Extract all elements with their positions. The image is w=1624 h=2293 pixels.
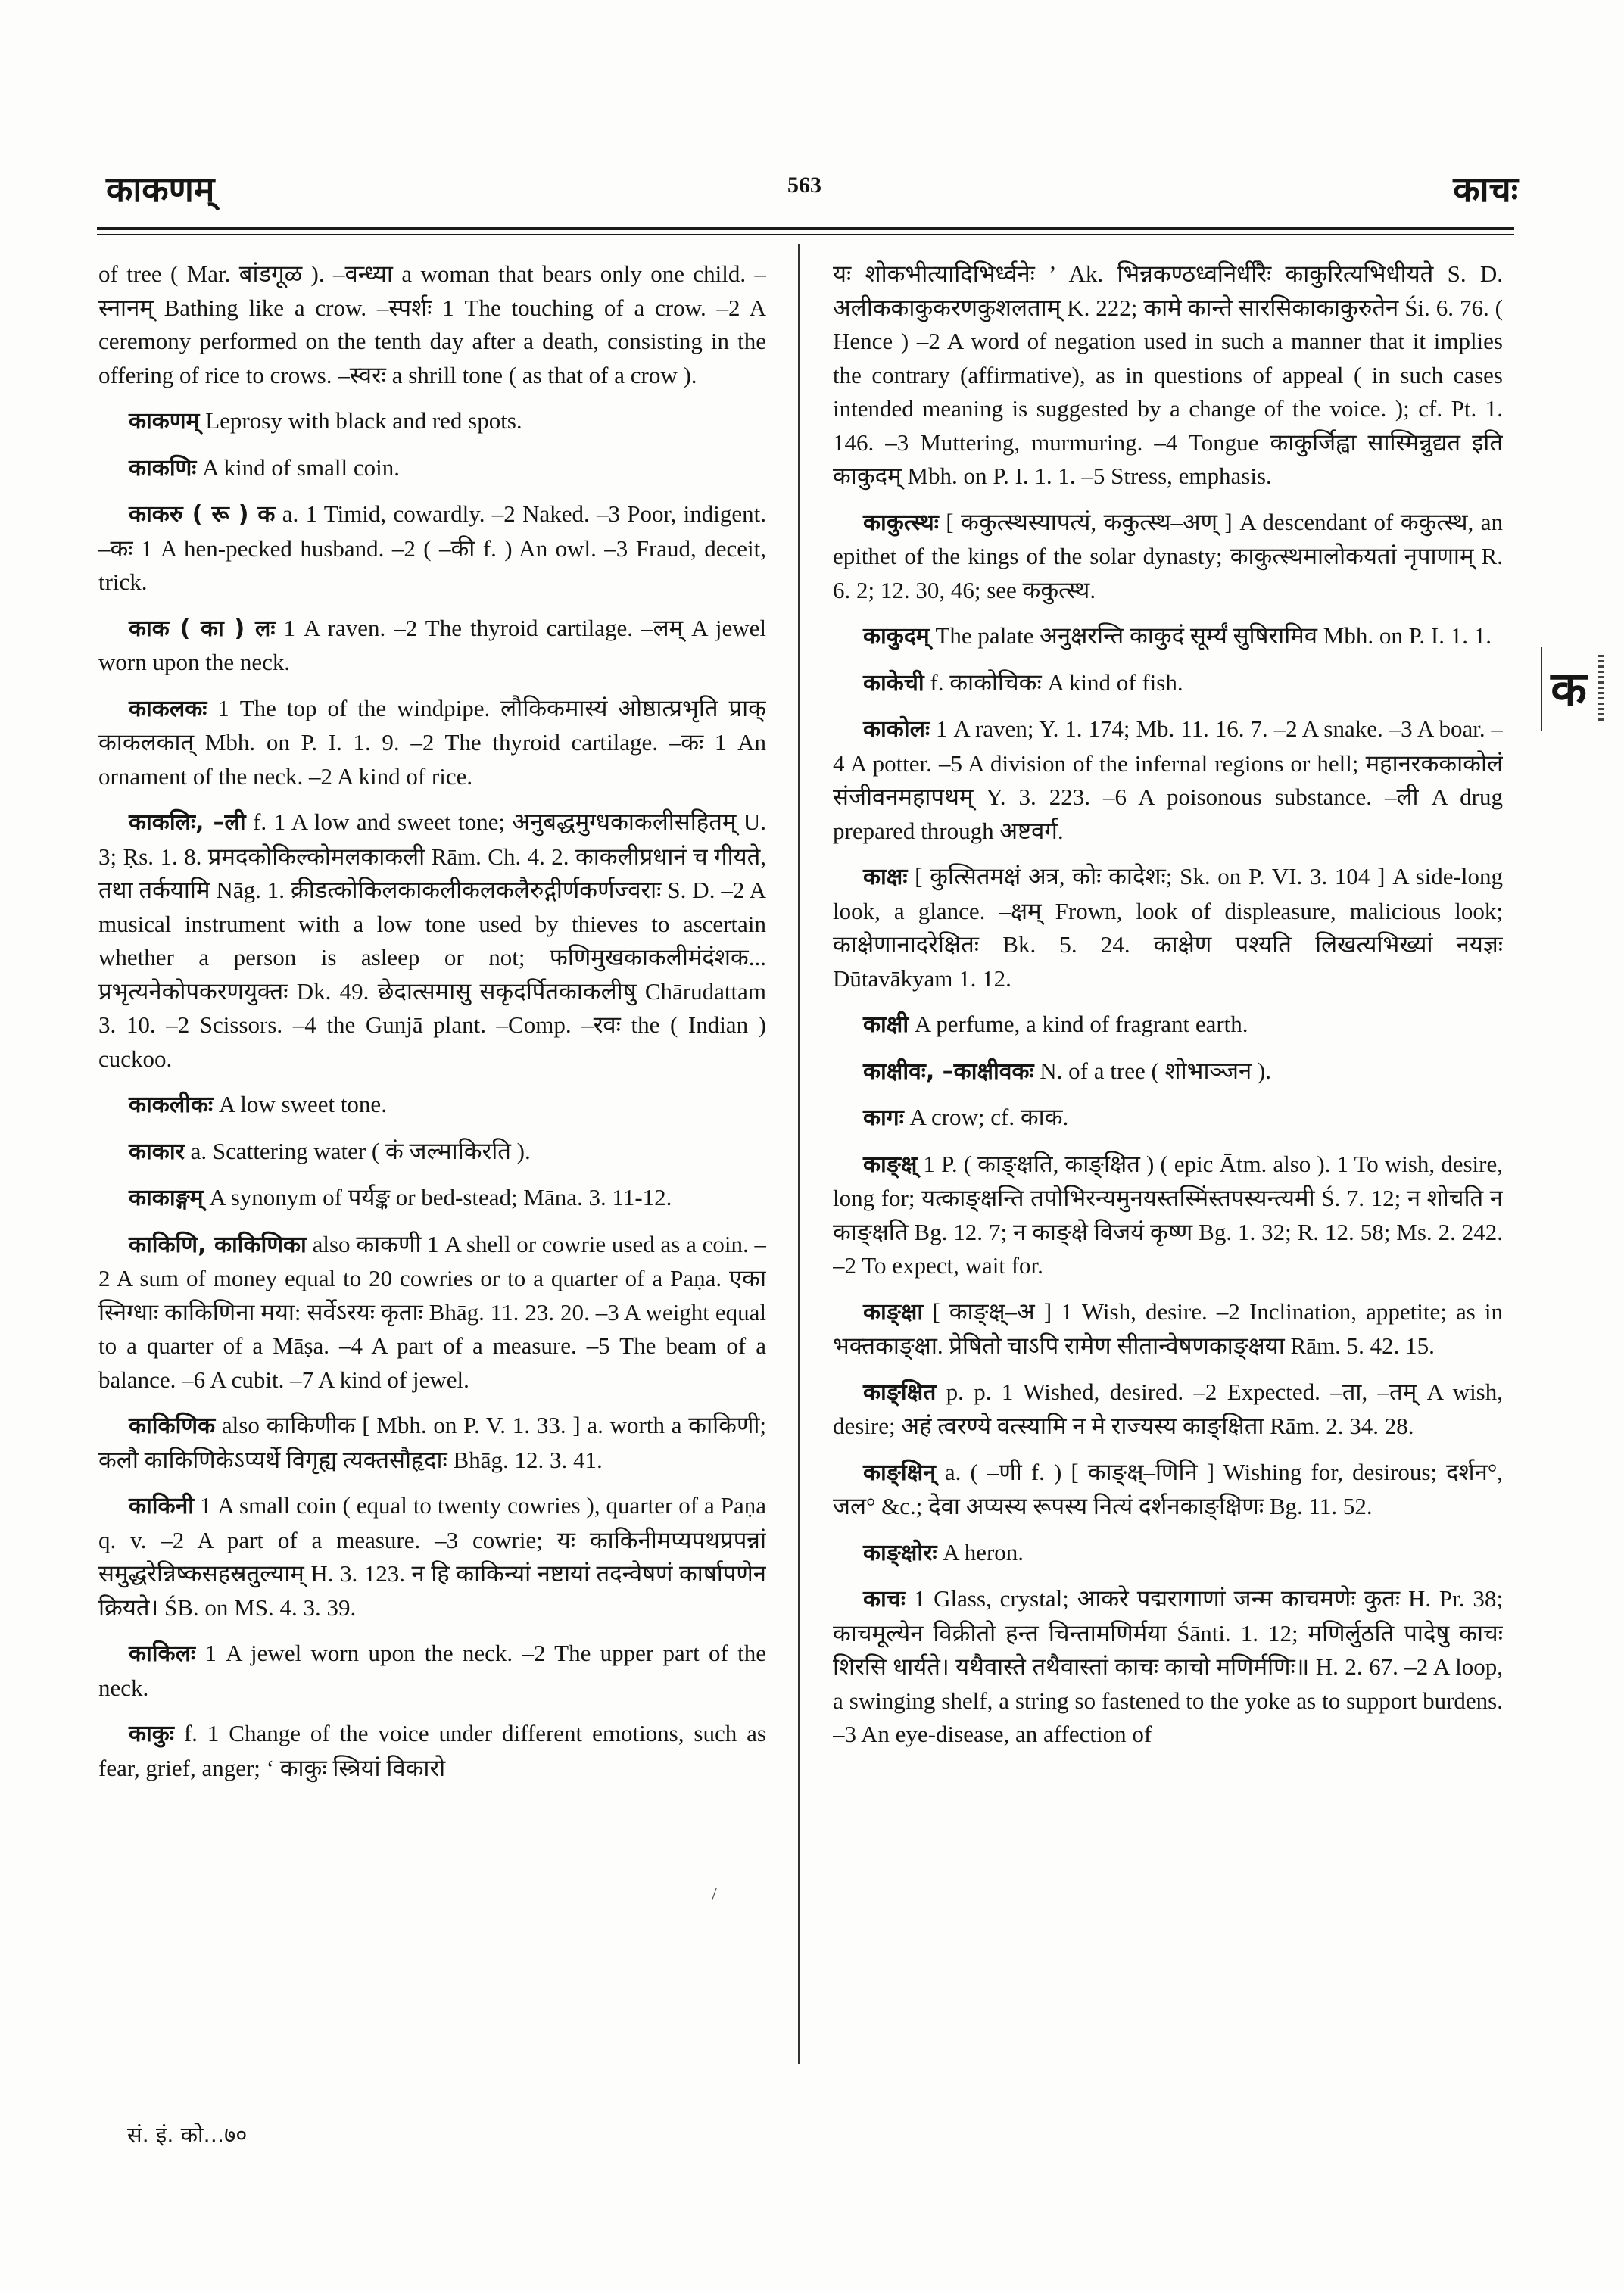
dictionary-entry (833, 712, 1503, 848)
entry-definition: यः शोकभीत्यादिभिर्ध्वनेः ’ Ak. भिन्नकण्ठध्वनिर्धीरैः काकुरित्यभिधीयते S. D. अलीककाकुकरणकुशलताम् K. 222; कामे कान्ते सारसिकाकाकुरुतेन Śi. 6. 76. ( Hence ) –2 A word of negation used in such a manner that it implies the contrary (affirmative), as in questions of appeal ( in such cases intended meaning is suggested by a change of the voice. ); cf. Pt. 1. 146. –3 Muttering, murmuring. –4 Tongue काकुर्जिह्वा सास्मिन्नुद्यत इति काकुदम् Mbh. on P. I. 1. 1. –5 Stress, emphasis. (833, 260, 1503, 489)
entry-headword: काकाङ्गम् (129, 1185, 204, 1211)
entry-definition: A kind of small coin. (196, 453, 401, 481)
entry-definition: Leprosy with black and red spots. (199, 407, 522, 434)
entry-definition: A low sweet tone. (213, 1091, 387, 1117)
header-rule-thick (97, 227, 1514, 230)
entry-definition: 1 A raven. –2 The thyroid cartilage. –लम् A jewel worn upon the neck. (98, 614, 766, 675)
entry-headword: काक ( का ) लः (129, 615, 276, 642)
dictionary-entry (833, 1582, 1503, 1752)
entry-definition: p. p. 1 Wished, desired. –2 Expected. –ता, –तम् A wish, desire; अहं त्वरण्ये वत्स्यामि न मे राज्यस्य काङ्क्षिता Rām. 2. 34. 28. (833, 1378, 1503, 1439)
dictionary-entry (833, 257, 1503, 494)
dictionary-entry (98, 451, 766, 486)
entry-headword: काकलकः (129, 695, 207, 722)
dictionary-entry (98, 1409, 766, 1477)
entry-headword: काक्षी (863, 1011, 909, 1038)
dictionary-entry (833, 506, 1503, 608)
dictionary-entry (98, 497, 766, 600)
entry-definition: A heron. (937, 1538, 1024, 1566)
dictionary-entry (98, 1181, 766, 1216)
entry-headword: काकिणिक (129, 1413, 216, 1439)
entry-headword: काकिणि, काकिणिका (129, 1231, 307, 1258)
running-head-right: काचः (1453, 169, 1518, 210)
dictionary-entry (833, 860, 1503, 995)
dictionary-entry (833, 1295, 1503, 1363)
dictionary-entry (833, 1456, 1503, 1524)
dictionary-entry (98, 1489, 766, 1625)
entry-definition: 1 The top of the windpipe. लौकिकमास्यं ओष्ठात्प्रभृति प्राक् काकलकात् Mbh. on P. I. 1. 9. –2 The thyroid cartilage. –कः 1 An ornament of the neck. –2 A kind of rice. (98, 694, 766, 790)
entry-definition: of tree ( Mar. बांडगूळ ). –वन्ध्या a woman that bears only one child. –स्नानम् Bathing like a crow. –स्पर्शः 1 The touching of a crow. –2 A ceremony performed on the tenth day after a death, consisting in the offering of rice to crows. –स्वरः a shrill tone ( as that of a crow ). (98, 260, 766, 388)
entry-headword: काक्षः (863, 864, 908, 890)
dictionary-entry (833, 1008, 1503, 1042)
entry-definition: also काकिणीक [ Mbh. on P. V. 1. 33. ] a. worth a काकिणी; कलौ काकिणिकेऽप्यर्थे विगृह्य त्यक्तसौहृदाः Bhāg. 12. 3. 41. (98, 1412, 766, 1473)
entry-headword: काचः (863, 1586, 906, 1612)
entry-definition: 1 A jewel worn upon the neck. –2 The upper part of the neck. (98, 1640, 766, 1701)
entry-headword: काकलिः, –ली (129, 809, 246, 836)
dictionary-entry (98, 692, 766, 794)
dictionary-entry (98, 612, 766, 680)
running-head-left: काकणम् (106, 169, 215, 210)
dictionary-entry (98, 404, 766, 439)
entry-headword: काकोलः (863, 716, 930, 743)
entry-headword: काकिनी (129, 1493, 195, 1519)
entry-headword: काकुदम् (863, 623, 930, 650)
entry-headword: काकुः (129, 1721, 174, 1747)
header-rule-thin (97, 234, 1514, 235)
page-number: 563 (787, 173, 821, 198)
entry-definition: [ कुत्सितमक्षं अत्र, कोः कादेशः; Sk. on P. VI. 3. 104 ] A side-long look, a glance. –क्षम् Frown, look of displeasure, malicious look; काक्षेणानादरेक्षितः Bk. 5. 24. काक्षेण पश्यति लिखत्यभिख्यां नयज्ञः Dūtavākyam 1. 12. (833, 863, 1503, 992)
entry-headword: काकिलः (129, 1640, 196, 1667)
entry-headword: काकरु ( रू ) क (129, 501, 276, 528)
entry-definition: 1 A small coin ( equal to twenty cowries ), quarter of a Paṇa q. v. –2 A part of a measure. –3 cowrie; यः काकिनीमप्यपथप्रपन्नां समुद्धरेन्निष्कसहस्रतुल्याम् H. 3. 123. न हि काकिन्यां नष्टायां तदन्वेषणं कार्षापणेन क्रियते। ŚB. on MS. 4. 3. 39. (98, 1492, 766, 1621)
entry-definition: a. Scattering water ( कं जल्माकिरति ). (184, 1137, 531, 1164)
entry-headword: काङ्क्षोरः (863, 1539, 937, 1566)
entry-definition: A perfume, a kind of fragrant earth. (909, 1011, 1248, 1037)
entry-headword: काकलीकः (129, 1092, 214, 1118)
entry-definition: 1 A raven; Y. 1. 174; Mb. 11. 16. 7. –2 A snake. –3 A boar. –4 A potter. –5 A division of the infernal regions or hell; महानरककाकोलं संजीवनमहापथम् Y. 3. 223. –6 A poisonous substance. –ली A drug prepared through अष्टवर्ग. (833, 715, 1503, 844)
dictionary-entry (833, 1375, 1503, 1444)
entry-definition: a. ( –णी f. ) [ काङ्क्ष्–णिनि ] Wishing for, desirous; दर्शन°, जल° &c.; देवा अप्यस्य रूपस्य नित्यं दर्शनकाङ्क्षिणः Bg. 11. 52. (833, 1458, 1503, 1519)
letter-thumb-tab: क (1541, 647, 1595, 731)
entry-definition: The palate अनुक्षरन्ति काकुदं सूर्म्यं सुषिरामिव Mbh. on P. I. 1. 1. (929, 622, 1492, 649)
column-divider (798, 244, 800, 2064)
dictionary-entry (98, 257, 766, 392)
entry-definition: f. 1 Change of the voice under different emotions, such as fear, grief, anger; ‘ काकुः स्त्रियां विकारो (98, 1720, 766, 1781)
entry-headword: काङ्क्षित (863, 1379, 937, 1406)
dictionary-entry (833, 1536, 1503, 1571)
dictionary-entry (98, 1228, 766, 1397)
entry-headword: काकणम् (129, 408, 200, 435)
entry-definition: f. काकोचिकः A kind of fish. (924, 668, 1183, 696)
entry-definition: f. 1 A low and sweet tone; अनुबद्धमुग्धकाकलीसहितम् U. 3; Ṛs. 1. 8. प्रमदकोकिल्कोमलकाकली Rām. Ch. 4. 2. काकलीप्रधानं च गीयते, तथा तर्कयामि Nāg. 1. क्रीडत्कोकिलकाकलीकलकलैरुद्गीर्णकर्णज्वराः S. D. –2 A musical instrument with a low tone used by thieves to ascertain whether a person is asleep or not; फणिमुखकाकलीमंदंशक... प्रभृत्यनेकोपकरणयुक्तः Dk. 49. छेदात्समासु सकृदर्पितकाकलीषु Chārudattam 3. 10. –2 Scissors. –4 the Gunjā plant. –Comp. –रवः the ( Indian ) cuckoo. (98, 808, 766, 1072)
entry-headword: काकणिः (129, 454, 197, 481)
entry-definition: A synonym of पर्यङ्क or bed-stead; Māna. 3. 11-12. (203, 1184, 672, 1210)
entry-definition: [ काङ्क्ष्–अ ] 1 Wish, desire. –2 Inclination, appetite; as in भक्तकाङ्क्षा. प्रेषितो चाऽपि रामेण सीतान्वेषणकाङ्क्षया Rām. 5. 42. 15. (833, 1298, 1503, 1359)
dictionary-entry (833, 666, 1503, 701)
entry-headword: काक्षीवः, –काक्षीवकः (863, 1058, 1034, 1085)
entry-definition: [ ककुत्स्थस्यापत्यं, ककुत्स्थ–अण् ] A descendant of ककुत्स्थ, an epithet of the kings of the solar dynasty; काकुत्स्थमालोकयतां नृपाणाम् R. 6. 2; 12. 30, 46; see ककुत्स्थ. (833, 508, 1503, 603)
entry-headword: काकुत्स्थः (863, 509, 939, 536)
dictionary-entry (98, 1135, 766, 1170)
entry-definition: a. 1 Timid, cowardly. –2 Naked. –3 Poor, indigent. –कः 1 A hen-pecked husband. –2 ( –की f. ) An owl. –3 Fraud, deceit, trick. (98, 500, 766, 595)
entry-definition: 1 P. ( काङ्क्षति, काङ्क्षित ) ( epic Ātm. also ). 1 To wish, desire, long for; यत्काङ्क्षन्ति तपोभिरन्यमुनयस्तस्मिंस्तपस्यन्त्यमी Ś. 7. 12; न शोचति न काङ्क्षति Bg. 12. 7; न काङ्क्षे विजयं कृष्ण Bg. 1. 32; R. 12. 58; Ms. 2. 242. –2 To expect, wait for. (833, 1150, 1503, 1279)
footer-signature: सं. इं. को...७० (127, 2122, 248, 2148)
left-column (98, 257, 766, 2127)
stray-print-mark: / (712, 1885, 717, 1905)
entry-definition: N. of a tree ( शोभाञ्जन ). (1033, 1057, 1272, 1084)
entry-headword: काङ्क्ष् (863, 1151, 918, 1178)
entry-headword: कागः (863, 1104, 904, 1131)
dictionary-entry (98, 1717, 766, 1785)
dictionary-entry (98, 805, 766, 1076)
entry-definition: 1 Glass, crystal; आकरे पद्मरागाणां जन्म काचमणेः कुतः H. Pr. 38; काचमूल्येन विक्रीतो हन्त चिन्तामणिर्मया Śānti. 1. 12; मणिर्लुठति पादेषु काचः शिरसि धार्यते। यथैवास्ते तथैवास्तां काचः काचो मणिर्मणिः॥ H. 2. 67. –2 A loop, a swinging shelf, a string so fastened to the yoke as to support burdens. –3 An eye-disease, an affection of (833, 1585, 1503, 1747)
entry-headword: काङ्क्षिन् (863, 1459, 936, 1486)
entry-definition: also काकणी 1 A shell or cowrie used as a coin. –2 A sum of money equal to 20 cowries or to a quarter of a Paṇa. एका स्निग्धाः काकिणिना मया: सर्वेऽरयः कृताः Bhāg. 11. 23. 20. –3 A weight equal to a quarter of a Māṣa. –4 A part of a measure. –5 The beam of a balance. –6 A cubit. –7 A kind of jewel. (98, 1230, 766, 1393)
dictionary-entry (98, 1088, 766, 1123)
entry-headword: काकार (129, 1138, 185, 1165)
dictionary-entry (833, 1148, 1503, 1283)
entry-headword: काङ्क्षा (863, 1298, 924, 1326)
dictionary-entry (833, 1055, 1503, 1089)
dictionary-entry (833, 619, 1503, 654)
entry-headword: काकेची (863, 669, 924, 696)
right-column (833, 257, 1503, 2127)
dictionary-entry (833, 1101, 1503, 1136)
dictionary-entry (98, 1637, 766, 1705)
entry-definition: A crow; cf. काक. (903, 1104, 1069, 1130)
